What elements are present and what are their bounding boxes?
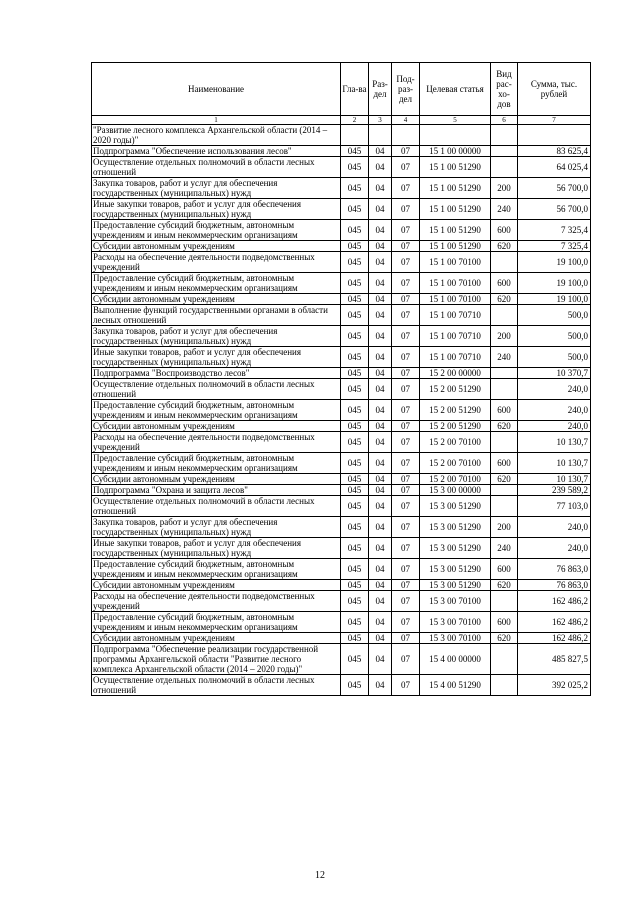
expense-type-cell	[491, 305, 518, 326]
glava-cell: 045	[341, 591, 369, 612]
amount-cell: 64 025,4	[518, 157, 591, 178]
table-row	[92, 580, 591, 591]
podrazdel-cell: 07	[392, 485, 420, 496]
amount-cell: 240,0	[518, 379, 591, 400]
header-razdel: Раз-дел	[369, 63, 392, 116]
podrazdel-cell: 07	[392, 273, 420, 294]
table-row	[92, 379, 591, 400]
table-row	[92, 474, 591, 485]
glava-cell: 045	[341, 633, 369, 644]
razdel-cell: 04	[369, 675, 392, 696]
podrazdel-cell: 07	[392, 421, 420, 432]
table-row	[92, 178, 591, 199]
podrazdel-cell: 07	[392, 453, 420, 474]
razdel-cell: 04	[369, 538, 392, 559]
target-article-cell: 15 2 00 70100	[420, 474, 491, 485]
column-number: 7	[518, 116, 591, 125]
amount-cell: 392 025,2	[518, 675, 591, 696]
glava-cell: 045	[341, 538, 369, 559]
amount-cell: 162 486,2	[518, 612, 591, 633]
glava-cell: 045	[341, 432, 369, 453]
table-row	[92, 559, 591, 580]
budget-table-container	[91, 62, 590, 696]
razdel-cell: 04	[369, 591, 392, 612]
podrazdel-cell: 07	[392, 241, 420, 252]
row-name: Осуществление отдельных полномочий в области лесных отношений	[92, 379, 341, 400]
amount-cell: 76 863,0	[518, 580, 591, 591]
amount-cell: 56 700,0	[518, 199, 591, 220]
expense-type-cell: 200	[491, 326, 518, 347]
podrazdel-cell: 07	[392, 496, 420, 517]
amount-cell: 76 863,0	[518, 559, 591, 580]
header-glava: Гла-ва	[341, 63, 369, 116]
razdel-cell	[369, 125, 392, 146]
amount-cell: 7 325,4	[518, 220, 591, 241]
razdel-cell: 04	[369, 379, 392, 400]
expense-type-cell	[491, 379, 518, 400]
target-article-cell: 15 1 00 00000	[420, 146, 491, 157]
razdel-cell: 04	[369, 421, 392, 432]
expense-type-cell	[491, 644, 518, 675]
target-article-cell: 15 1 00 70100	[420, 252, 491, 273]
razdel-cell: 04	[369, 485, 392, 496]
podrazdel-cell: 07	[392, 326, 420, 347]
row-name: Закупка товаров, работ и услуг для обеспечения государственных (муниципальных) нужд	[92, 326, 341, 347]
expense-type-cell: 600	[491, 273, 518, 294]
glava-cell: 045	[341, 294, 369, 305]
expense-type-cell: 200	[491, 517, 518, 538]
glava-cell: 045	[341, 273, 369, 294]
table-row	[92, 157, 591, 178]
expense-type-cell: 620	[491, 474, 518, 485]
expense-type-cell	[491, 146, 518, 157]
row-name: Осуществление отдельных полномочий в области лесных отношений	[92, 157, 341, 178]
amount-cell: 19 100,0	[518, 294, 591, 305]
razdel-cell: 04	[369, 326, 392, 347]
row-name: Подпрограмма "Охрана и защита лесов"	[92, 485, 341, 496]
amount-cell: 240,0	[518, 517, 591, 538]
target-article-cell: 15 2 00 51290	[420, 379, 491, 400]
razdel-cell: 04	[369, 252, 392, 273]
target-article-cell: 15 1 00 70710	[420, 326, 491, 347]
target-article-cell: 15 1 00 51290	[420, 157, 491, 178]
row-name: Подпрограмма "Воспроизводство лесов"	[92, 368, 341, 379]
amount-cell	[518, 125, 591, 146]
expense-type-cell: 600	[491, 400, 518, 421]
row-name: Предоставление субсидий бюджетным, автономным учреждениям и иным некоммерческим организациям	[92, 400, 341, 421]
glava-cell: 045	[341, 146, 369, 157]
razdel-cell: 04	[369, 474, 392, 485]
row-name: Предоставление субсидий бюджетным, автономным учреждениям и иным некоммерческим организациям	[92, 453, 341, 474]
razdel-cell: 04	[369, 347, 392, 368]
expense-type-cell: 600	[491, 559, 518, 580]
glava-cell: 045	[341, 368, 369, 379]
podrazdel-cell: 07	[392, 580, 420, 591]
table-row	[92, 612, 591, 633]
glava-cell: 045	[341, 305, 369, 326]
header-target: Целевая статья	[420, 63, 491, 116]
amount-cell: 56 700,0	[518, 178, 591, 199]
target-article-cell: 15 1 00 51290	[420, 199, 491, 220]
budget-table	[91, 62, 591, 696]
row-name: Осуществление отдельных полномочий в области лесных отношений	[92, 496, 341, 517]
glava-cell: 045	[341, 421, 369, 432]
razdel-cell: 04	[369, 400, 392, 421]
razdel-cell: 04	[369, 580, 392, 591]
razdel-cell: 04	[369, 633, 392, 644]
row-name: Субсидии автономным учреждениям	[92, 474, 341, 485]
row-name: Предоставление субсидий бюджетным, автономным учреждениям и иным некоммерческим организациям	[92, 612, 341, 633]
amount-cell: 239 589,2	[518, 485, 591, 496]
expense-type-cell: 240	[491, 347, 518, 368]
glava-cell: 045	[341, 675, 369, 696]
table-row	[92, 220, 591, 241]
glava-cell: 045	[341, 612, 369, 633]
table-row	[92, 644, 591, 675]
expense-type-cell: 600	[491, 612, 518, 633]
row-name: "Развитие лесного комплекса Архангельской области (2014 – 2020 годы)"	[92, 125, 341, 146]
target-article-cell: 15 1 00 51290	[420, 178, 491, 199]
amount-cell: 7 325,4	[518, 241, 591, 252]
podrazdel-cell: 07	[392, 157, 420, 178]
column-number: 2	[341, 116, 369, 125]
table-row	[92, 273, 591, 294]
column-number: 6	[491, 116, 518, 125]
row-name: Предоставление субсидий бюджетным, автономным учреждениям и иным некоммерческим организациям	[92, 273, 341, 294]
glava-cell	[341, 125, 369, 146]
amount-cell: 19 100,0	[518, 252, 591, 273]
expense-type-cell	[491, 485, 518, 496]
amount-cell: 500,0	[518, 347, 591, 368]
table-row	[92, 368, 591, 379]
glava-cell: 045	[341, 252, 369, 273]
podrazdel-cell: 07	[392, 633, 420, 644]
podrazdel-cell	[392, 125, 420, 146]
table-row	[92, 633, 591, 644]
podrazdel-cell: 07	[392, 178, 420, 199]
table-row	[92, 347, 591, 368]
expense-type-cell	[491, 368, 518, 379]
amount-cell: 10 370,7	[518, 368, 591, 379]
razdel-cell: 04	[369, 644, 392, 675]
expense-type-cell: 620	[491, 241, 518, 252]
podrazdel-cell: 07	[392, 368, 420, 379]
column-number: 4	[392, 116, 420, 125]
row-name: Иные закупки товаров, работ и услуг для обеспечения государственных (муниципальных) нужд	[92, 347, 341, 368]
razdel-cell: 04	[369, 496, 392, 517]
glava-cell: 045	[341, 644, 369, 675]
amount-cell: 485 827,5	[518, 644, 591, 675]
column-number: 5	[420, 116, 491, 125]
table-row	[92, 400, 591, 421]
glava-cell: 045	[341, 485, 369, 496]
amount-cell: 10 130,7	[518, 432, 591, 453]
amount-cell: 162 486,2	[518, 633, 591, 644]
razdel-cell: 04	[369, 612, 392, 633]
header-podrazdel: Под-раз-дел	[392, 63, 420, 116]
razdel-cell: 04	[369, 559, 392, 580]
glava-cell: 045	[341, 157, 369, 178]
table-row	[92, 453, 591, 474]
podrazdel-cell: 07	[392, 538, 420, 559]
table-row	[92, 199, 591, 220]
podrazdel-cell: 07	[392, 199, 420, 220]
target-article-cell: 15 1 00 70710	[420, 305, 491, 326]
amount-cell: 500,0	[518, 326, 591, 347]
target-article-cell: 15 3 00 70100	[420, 591, 491, 612]
razdel-cell: 04	[369, 273, 392, 294]
target-article-cell: 15 2 00 51290	[420, 400, 491, 421]
row-name: Иные закупки товаров, работ и услуг для обеспечения государственных (муниципальных) нужд	[92, 538, 341, 559]
razdel-cell: 04	[369, 178, 392, 199]
podrazdel-cell: 07	[392, 517, 420, 538]
razdel-cell: 04	[369, 146, 392, 157]
amount-cell: 240,0	[518, 400, 591, 421]
glava-cell: 045	[341, 178, 369, 199]
expense-type-cell	[491, 252, 518, 273]
target-article-cell: 15 1 00 51290	[420, 220, 491, 241]
target-article-cell: 15 3 00 00000	[420, 485, 491, 496]
glava-cell: 045	[341, 496, 369, 517]
glava-cell: 045	[341, 241, 369, 252]
row-name: Осуществление отдельных полномочий в области лесных отношений	[92, 675, 341, 696]
expense-type-cell	[491, 125, 518, 146]
table-row	[92, 326, 591, 347]
table-row	[92, 252, 591, 273]
razdel-cell: 04	[369, 517, 392, 538]
glava-cell: 045	[341, 559, 369, 580]
target-article-cell: 15 1 00 70100	[420, 294, 491, 305]
column-number: 3	[369, 116, 392, 125]
column-number-row	[92, 116, 591, 125]
row-name: Иные закупки товаров, работ и услуг для обеспечения государственных (муниципальных) нужд	[92, 199, 341, 220]
glava-cell: 045	[341, 580, 369, 591]
razdel-cell: 04	[369, 157, 392, 178]
glava-cell: 045	[341, 220, 369, 241]
glava-cell: 045	[341, 453, 369, 474]
row-name: Расходы на обеспечение деятельности подведомственных учреждений	[92, 591, 341, 612]
podrazdel-cell: 07	[392, 252, 420, 273]
razdel-cell: 04	[369, 453, 392, 474]
row-name: Субсидии автономным учреждениям	[92, 421, 341, 432]
target-article-cell: 15 4 00 51290	[420, 675, 491, 696]
glava-cell: 045	[341, 326, 369, 347]
header-sum: Сумма, тыс. рублей	[518, 63, 591, 116]
amount-cell: 83 625,4	[518, 146, 591, 157]
amount-cell: 500,0	[518, 305, 591, 326]
target-article-cell: 15 4 00 00000	[420, 644, 491, 675]
razdel-cell: 04	[369, 368, 392, 379]
table-row	[92, 146, 591, 157]
row-name: Субсидии автономным учреждениям	[92, 294, 341, 305]
expense-type-cell: 620	[491, 633, 518, 644]
row-name: Выполнение функций государственными органами в области лесных отношений	[92, 305, 341, 326]
amount-cell: 19 100,0	[518, 273, 591, 294]
amount-cell: 10 130,7	[518, 453, 591, 474]
table-row	[92, 496, 591, 517]
amount-cell: 77 103,0	[518, 496, 591, 517]
target-article-cell: 15 2 00 70100	[420, 453, 491, 474]
expense-type-cell: 620	[491, 294, 518, 305]
row-name: Закупка товаров, работ и услуг для обеспечения государственных (муниципальных) нужд	[92, 517, 341, 538]
podrazdel-cell: 07	[392, 400, 420, 421]
target-article-cell: 15 1 00 70100	[420, 273, 491, 294]
expense-type-cell: 240	[491, 199, 518, 220]
row-name: Субсидии автономным учреждениям	[92, 241, 341, 252]
amount-cell: 162 486,2	[518, 591, 591, 612]
podrazdel-cell: 07	[392, 432, 420, 453]
target-article-cell: 15 2 00 00000	[420, 368, 491, 379]
target-article-cell: 15 3 00 51290	[420, 496, 491, 517]
table-row	[92, 591, 591, 612]
table-row	[92, 421, 591, 432]
target-article-cell: 15 3 00 51290	[420, 517, 491, 538]
expense-type-cell	[491, 157, 518, 178]
razdel-cell: 04	[369, 241, 392, 252]
podrazdel-cell: 07	[392, 294, 420, 305]
row-name: Расходы на обеспечение деятельности подведомственных учреждений	[92, 252, 341, 273]
table-body	[92, 125, 591, 696]
glava-cell: 045	[341, 199, 369, 220]
glava-cell: 045	[341, 347, 369, 368]
table-row	[92, 125, 591, 146]
expense-type-cell: 200	[491, 178, 518, 199]
expense-type-cell: 600	[491, 453, 518, 474]
expense-type-cell	[491, 675, 518, 696]
target-article-cell: 15 2 00 51290	[420, 421, 491, 432]
podrazdel-cell: 07	[392, 591, 420, 612]
row-name: Субсидии автономным учреждениям	[92, 633, 341, 644]
podrazdel-cell: 07	[392, 675, 420, 696]
podrazdel-cell: 07	[392, 612, 420, 633]
table-row	[92, 485, 591, 496]
row-name: Подпрограмма "Обеспечение использования лесов"	[92, 146, 341, 157]
razdel-cell: 04	[369, 220, 392, 241]
row-name: Предоставление субсидий бюджетным, автономным учреждениям и иным некоммерческим организациям	[92, 559, 341, 580]
table-row	[92, 241, 591, 252]
glava-cell: 045	[341, 474, 369, 485]
target-article-cell: 15 3 00 51290	[420, 559, 491, 580]
row-name: Закупка товаров, работ и услуг для обеспечения государственных (муниципальных) нужд	[92, 178, 341, 199]
row-name: Расходы на обеспечение деятельности подведомственных учреждений	[92, 432, 341, 453]
razdel-cell: 04	[369, 294, 392, 305]
podrazdel-cell: 07	[392, 474, 420, 485]
header-row	[92, 63, 591, 116]
glava-cell: 045	[341, 400, 369, 421]
podrazdel-cell: 07	[392, 379, 420, 400]
podrazdel-cell: 07	[392, 305, 420, 326]
header-name: Наименование	[92, 63, 341, 116]
table-row	[92, 432, 591, 453]
glava-cell: 045	[341, 517, 369, 538]
table-row	[92, 294, 591, 305]
razdel-cell: 04	[369, 199, 392, 220]
podrazdel-cell: 07	[392, 347, 420, 368]
razdel-cell: 04	[369, 432, 392, 453]
expense-type-cell: 240	[491, 538, 518, 559]
target-article-cell: 15 1 00 51290	[420, 241, 491, 252]
target-article-cell	[420, 125, 491, 146]
row-name: Подпрограмма "Обеспечение реализации государственной программы Архангельской области "Развитие лесного комплекса Архангельской области (2014 – 2020 годы)"	[92, 644, 341, 675]
table-row	[92, 675, 591, 696]
podrazdel-cell: 07	[392, 559, 420, 580]
target-article-cell: 15 3 00 51290	[420, 580, 491, 591]
glava-cell: 045	[341, 379, 369, 400]
expense-type-cell	[491, 432, 518, 453]
table-row	[92, 538, 591, 559]
target-article-cell: 15 3 00 70100	[420, 612, 491, 633]
podrazdel-cell: 07	[392, 644, 420, 675]
expense-type-cell	[491, 591, 518, 612]
header-vid: Вид рас-хо-дов	[491, 63, 518, 116]
row-name: Предоставление субсидий бюджетным, автономным учреждениям и иным некоммерческим организациям	[92, 220, 341, 241]
amount-cell: 240,0	[518, 538, 591, 559]
expense-type-cell: 620	[491, 421, 518, 432]
amount-cell: 10 130,7	[518, 474, 591, 485]
target-article-cell: 15 2 00 70100	[420, 432, 491, 453]
row-name: Субсидии автономным учреждениям	[92, 580, 341, 591]
amount-cell: 240,0	[518, 421, 591, 432]
expense-type-cell: 600	[491, 220, 518, 241]
razdel-cell: 04	[369, 305, 392, 326]
expense-type-cell: 620	[491, 580, 518, 591]
expense-type-cell	[491, 496, 518, 517]
target-article-cell: 15 1 00 70710	[420, 347, 491, 368]
podrazdel-cell: 07	[392, 220, 420, 241]
target-article-cell: 15 3 00 51290	[420, 538, 491, 559]
target-article-cell: 15 3 00 70100	[420, 633, 491, 644]
column-number: 1	[92, 116, 341, 125]
page-number: 12	[315, 870, 325, 881]
table-row	[92, 305, 591, 326]
podrazdel-cell: 07	[392, 146, 420, 157]
table-row	[92, 517, 591, 538]
